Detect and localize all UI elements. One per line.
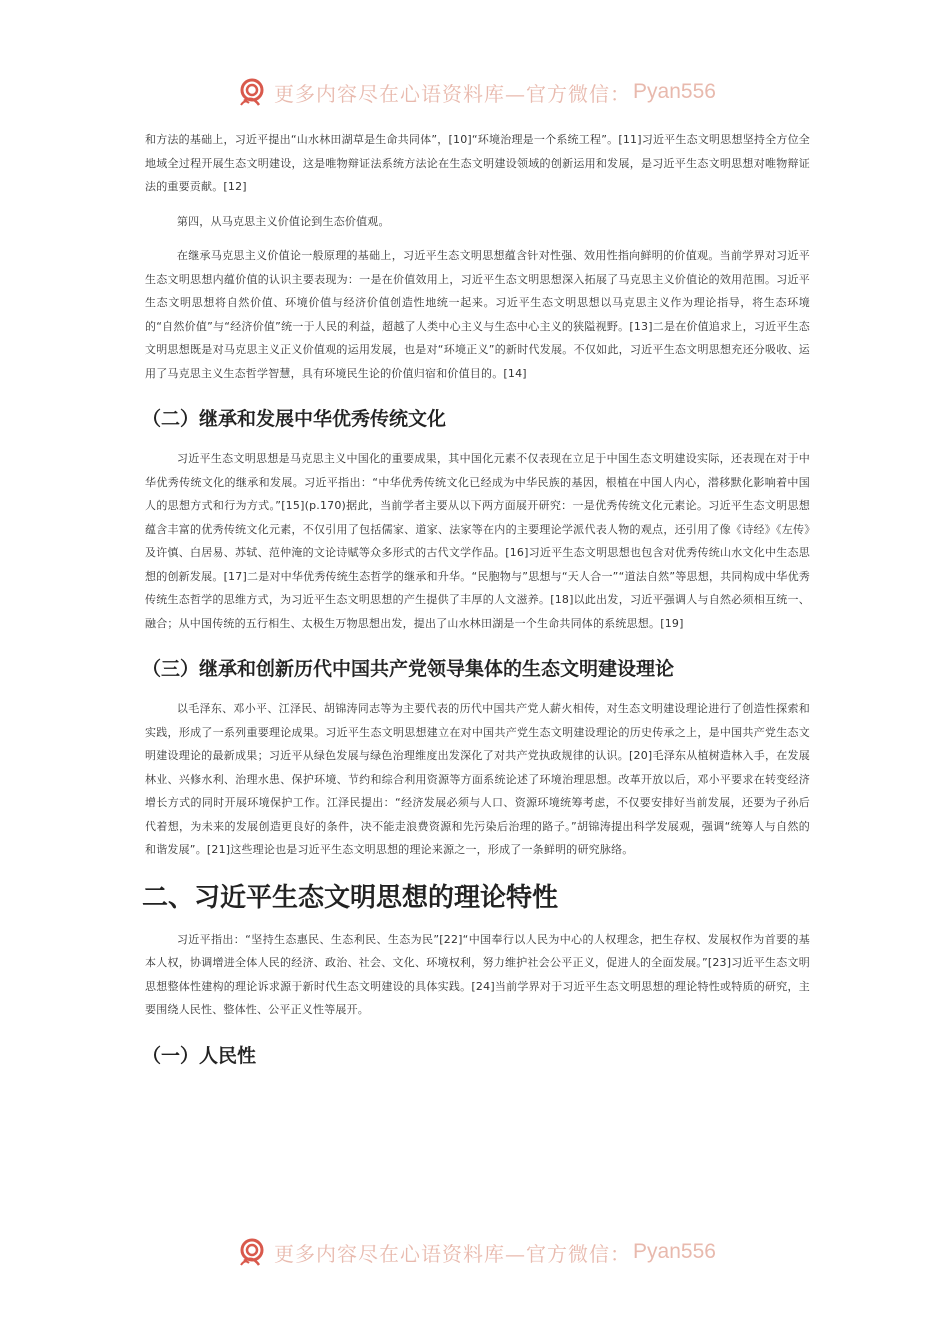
banner-wechat-id: Pyan556 — [633, 80, 716, 103]
paragraph-party-leadership-theory: 以毛泽东、邓小平、江泽民、胡锦涛同志等为主要代表的历代中国共产党人薪火相传，对生态文明建设理论进行了创造性探索和实践，形成了一系列重要理论成果。习近平生态文明思想建立在对中国共产党生态文明建设理论的历史传承之上，是中国共产党生态文明建设理论的最新成果；习近平从绿色发展与绿色治理维度出发深化了对共产党执政规律的认识。[20]毛泽东从植树造林入手，在发展林业、兴修水利、治理水患、保护环境、节约和综合利用资源等方面系统论述了环境治理思想。改革开放以后，邓小平要求在转变经济增长方式的同时开展环境保护工作。江泽民提出：“经济发展必须与人口、资源环境统筹考虑，不仅要安排好当前发展，还要为子孙后代着想，为未来的发展创造更良好的条件，决不能走浪费资源和先污染后治理的路子。”胡锦涛提出科学发展观，强调“统筹人与自然的和谐发展”。[21]这些理论也是习近平生态文明思想的理论来源之一，形成了一条鲜明的研究脉络。 — [145, 702, 810, 856]
banner-text: 更多内容尽在心语资料库—官方微信： — [274, 81, 632, 106]
paragraph-traditional-culture: 习近平生态文明思想是马克思主义中国化的重要成果，其中国化元素不仅表现在立足于中国生态文明建设实际，还表现在对于中华优秀传统文化的继承和发展。习近平指出：“中华优秀传统文化已经成为中华民族的基因，根植在中国人内心，潜移默化影响着中国人的思想方式和行为方式。”[15](p.170)据此，当前学者主要从以下两方面展开研究：一是优秀传统文化元素论。习近平生态文明思想蕴含丰富的优秀传统文化元素，不仅引用了包括儒家、道家、法家等在内的主要理论学派代表人物的观点，还引用了像《诗经》《左传》及许慎、白居易、苏轼、范仲淹的文论诗赋等众多形式的古代文学作品。[16]习近平生态文明思想也包含对优秀传统山水文化中生态思想的创新发展。[17]二是对中华优秀传统生态哲学的继承和升华。“民胞物与”思想与“天人合一”“道法自然”等思想，共同构成中华优秀传统生态哲学的思维方式，为习近平生态文明思想的产生提供了丰厚的人文滋养。[18]以此出发，习近平强调人与自然必须相互统一、融合；从中国传统的五行相生、太极生万物思想出发，提出了山水林田湖是一个生命共同体的系统思想。[19] — [145, 452, 810, 630]
rose-logo-icon — [234, 74, 270, 110]
footer-watermark-banner — [0, 1228, 950, 1276]
banner-text: 更多内容尽在心语资料库—官方微信： — [274, 1241, 632, 1266]
paragraph-theoretical-characteristics: 习近平指出：“坚持生态惠民、生态利民、生态为民”[22]“中国奉行以人民为中心的人权理念，把生存权、发展权作为首要的基本人权，协调增进全体人民的经济、政治、社会、文化、环境权利，努力维护社会公平正义，促进人的全面发展。”[23]习近平生态文明思想整体性建构的理论诉求源于新时代生态文明建设的具体实践。[24]当前学界对于习近平生态文明思想的理论特性或特质的研究，主要围绕人民性、整体性、公平正义性等展开。 — [145, 932, 810, 1016]
heading-theoretical-characteristics: 二、习近平生态文明思想的理论特性 — [142, 882, 559, 913]
paragraph-value-theory: 在继承马克思主义价值论一般原理的基础上，习近平生态文明思想蕴含针对性强、效用性指向鲜明的价值观。当前学界对习近平生态文明思想内蕴价值的认识主要表现为：一是在价值效用上，习近平生态文明思想深入拓展了马克思主义价值论的效用范围。习近平生态文明思想将自然价值、环境价值与经济价值创造性地统一起来。习近平生态文明思想以马克思主义作为理论指导，将生态环境的“自然价值”与“经济价值”统一于人民的利益，超越了人类中心主义与生态中心主义的狭隘视野。[13]二是在价值追求上，习近平生态文明思想既是对马克思主义正义价值观的运用发展，也是对“环境正义”的新时代发展。不仅如此，习近平生态文明思想充还分吸收、运用了马克思主义生态哲学智慧，具有环境民生论的价值归宿和价值目的。[14] — [145, 249, 810, 380]
heading-party-leadership-theory: （三）继承和创新历代中国共产党领导集体的生态文明建设理论 — [142, 658, 675, 680]
heading-traditional-culture: （二）继承和发展中华优秀传统文化 — [142, 408, 447, 430]
document-body — [142, 128, 810, 1084]
rose-logo-icon — [234, 1234, 270, 1270]
banner-wechat-id: Pyan556 — [633, 1240, 716, 1263]
heading-people-nature: （一）人民性 — [142, 1044, 257, 1067]
paragraph-dialectics-system: 和方法的基础上，习近平提出“山水林田湖草是生命共同体”，[10]“环境治理是一个系统工程”。[11]习近平生态文明思想坚持全方位全地域全过程开展生态文明建设，这是唯物辩证法系统方法论在生态文明建设领域的创新运用和发展，是习近平生态文明思想对唯物辩证法的重要贡献。[12] — [145, 133, 810, 193]
header-watermark-banner — [0, 68, 950, 116]
paragraph-fourth-point: 第四，从马克思主义价值论到生态价值观。 — [176, 214, 390, 228]
